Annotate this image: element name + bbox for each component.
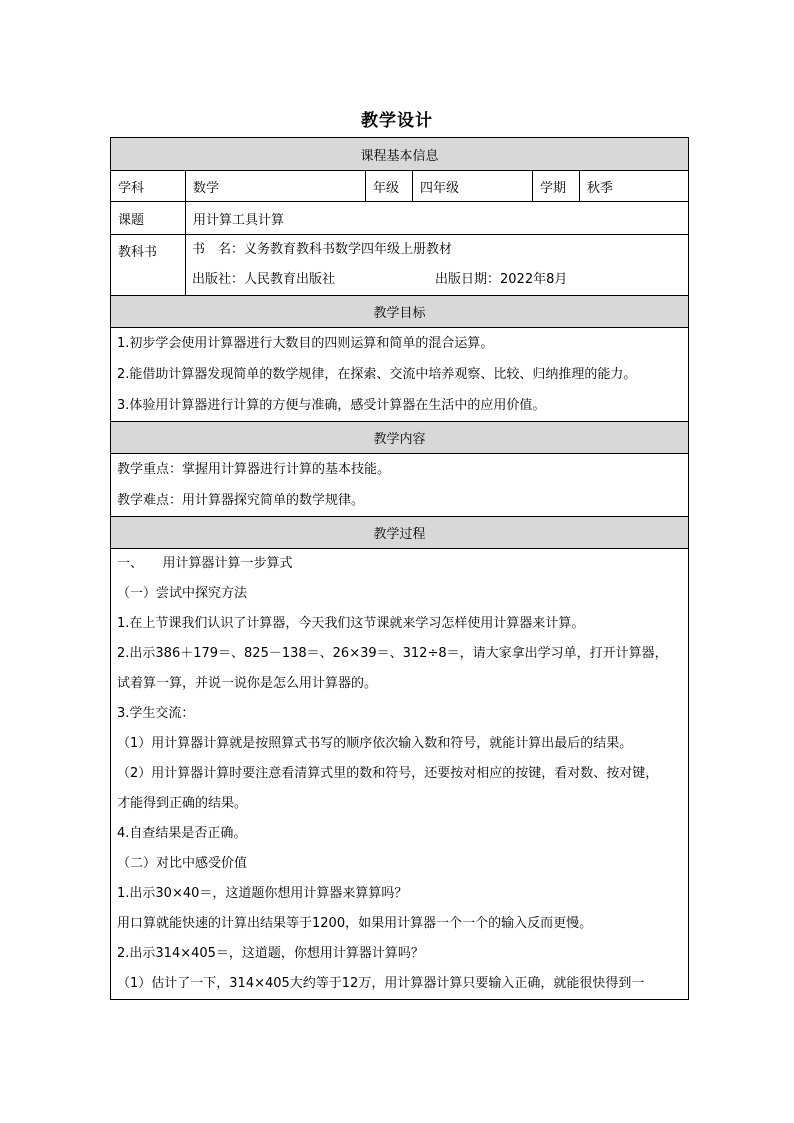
key-point: 教学重点：掌握用计算器进行计算的基本技能。 bbox=[117, 462, 391, 477]
process-body bbox=[111, 549, 689, 1000]
publish-date: 出版日期：2022年8月 bbox=[435, 272, 568, 287]
objective-item: 3.体验用计算器进行计算的方便与准确，感受计算器在生活中的应用价值。 bbox=[117, 398, 546, 413]
process-line: （二）对比中感受价值 bbox=[117, 856, 248, 871]
textbook-label: 教科书 bbox=[111, 235, 186, 296]
difficulty-point: 教学难点：用计算器探究简单的数学规律。 bbox=[117, 493, 365, 508]
term-label: 学期 bbox=[533, 171, 580, 202]
process-line: 才能得到正确的结果。 bbox=[117, 796, 248, 811]
objectives-header: 教学目标 bbox=[111, 296, 689, 328]
publisher-row bbox=[192, 265, 682, 295]
process-line: 4.自查结果是否正确。 bbox=[117, 826, 247, 841]
basic-info-header: 课程基本信息 bbox=[111, 138, 689, 171]
process-line: （2）用计算器计算时要注意看清算式里的数和符号，还要按对相应的按键，看对数、按对键， bbox=[117, 766, 659, 781]
topic-value: 用计算工具计算 bbox=[186, 202, 689, 235]
objective-item: 2.能借助计算器发现简单的数学规律，在探索、交流中培养观察、比较、归纳推理的能力。 bbox=[117, 367, 637, 382]
process-header: 教学过程 bbox=[111, 517, 689, 549]
process-line: 3.学生交流： bbox=[117, 706, 195, 721]
objectives-list bbox=[111, 328, 689, 422]
topic-label: 课题 bbox=[111, 202, 186, 235]
objective-item: 1.初步学会使用计算器进行大数目的四则运算和简单的混合运算。 bbox=[117, 336, 494, 351]
document-title: 教学设计 bbox=[361, 111, 433, 131]
process-line: 2.出示386＋179＝、825－138＝、26×39＝、312÷8＝，请大家拿出学习单，打开计算器， bbox=[117, 646, 668, 661]
subject-label: 学科 bbox=[111, 171, 186, 202]
process-line: 用口算就能快速的计算出结果等于1200，如果用计算器一个一个的输入反而更慢。 bbox=[117, 916, 593, 931]
process-line: 一、 用计算器计算一步算式 bbox=[117, 556, 293, 571]
spacer bbox=[335, 265, 435, 295]
process-line: 试着算一算，并说一说你是怎么用计算器的。 bbox=[117, 676, 378, 691]
content-header: 教学内容 bbox=[111, 422, 689, 454]
subject-value: 数学 bbox=[186, 171, 366, 202]
publisher: 出版社：人民教育出版社 bbox=[192, 272, 336, 287]
term-value: 秋季 bbox=[580, 171, 689, 202]
process-line: （一）尝试中探究方法 bbox=[117, 586, 248, 601]
grade-label: 年级 bbox=[366, 171, 413, 202]
lesson-plan-table bbox=[110, 137, 689, 1000]
textbook-info bbox=[186, 235, 689, 296]
process-line: 1.出示30×40＝，这道题你想用计算器来算算吗？ bbox=[117, 886, 408, 901]
process-line: 2.出示314×405＝，这道题，你想用计算器计算吗？ bbox=[117, 946, 424, 961]
content-body bbox=[111, 454, 689, 517]
process-line: （1）估计了一下，314×405大约等于12万，用计算器计算只要输入正确，就能很快得到一 bbox=[117, 976, 645, 991]
process-line: （1）用计算器计算就是按照算式书写的顺序依次输入数和符号，就能计算出最后的结果。 bbox=[117, 736, 633, 751]
process-line: 1.在上节课我们认识了计算器，今天我们这节课就来学习怎样使用计算器来计算。 bbox=[117, 616, 585, 631]
book-name: 书 名：义务教育教科书数学四年级上册教材 bbox=[192, 242, 453, 257]
grade-value: 四年级 bbox=[413, 171, 533, 202]
